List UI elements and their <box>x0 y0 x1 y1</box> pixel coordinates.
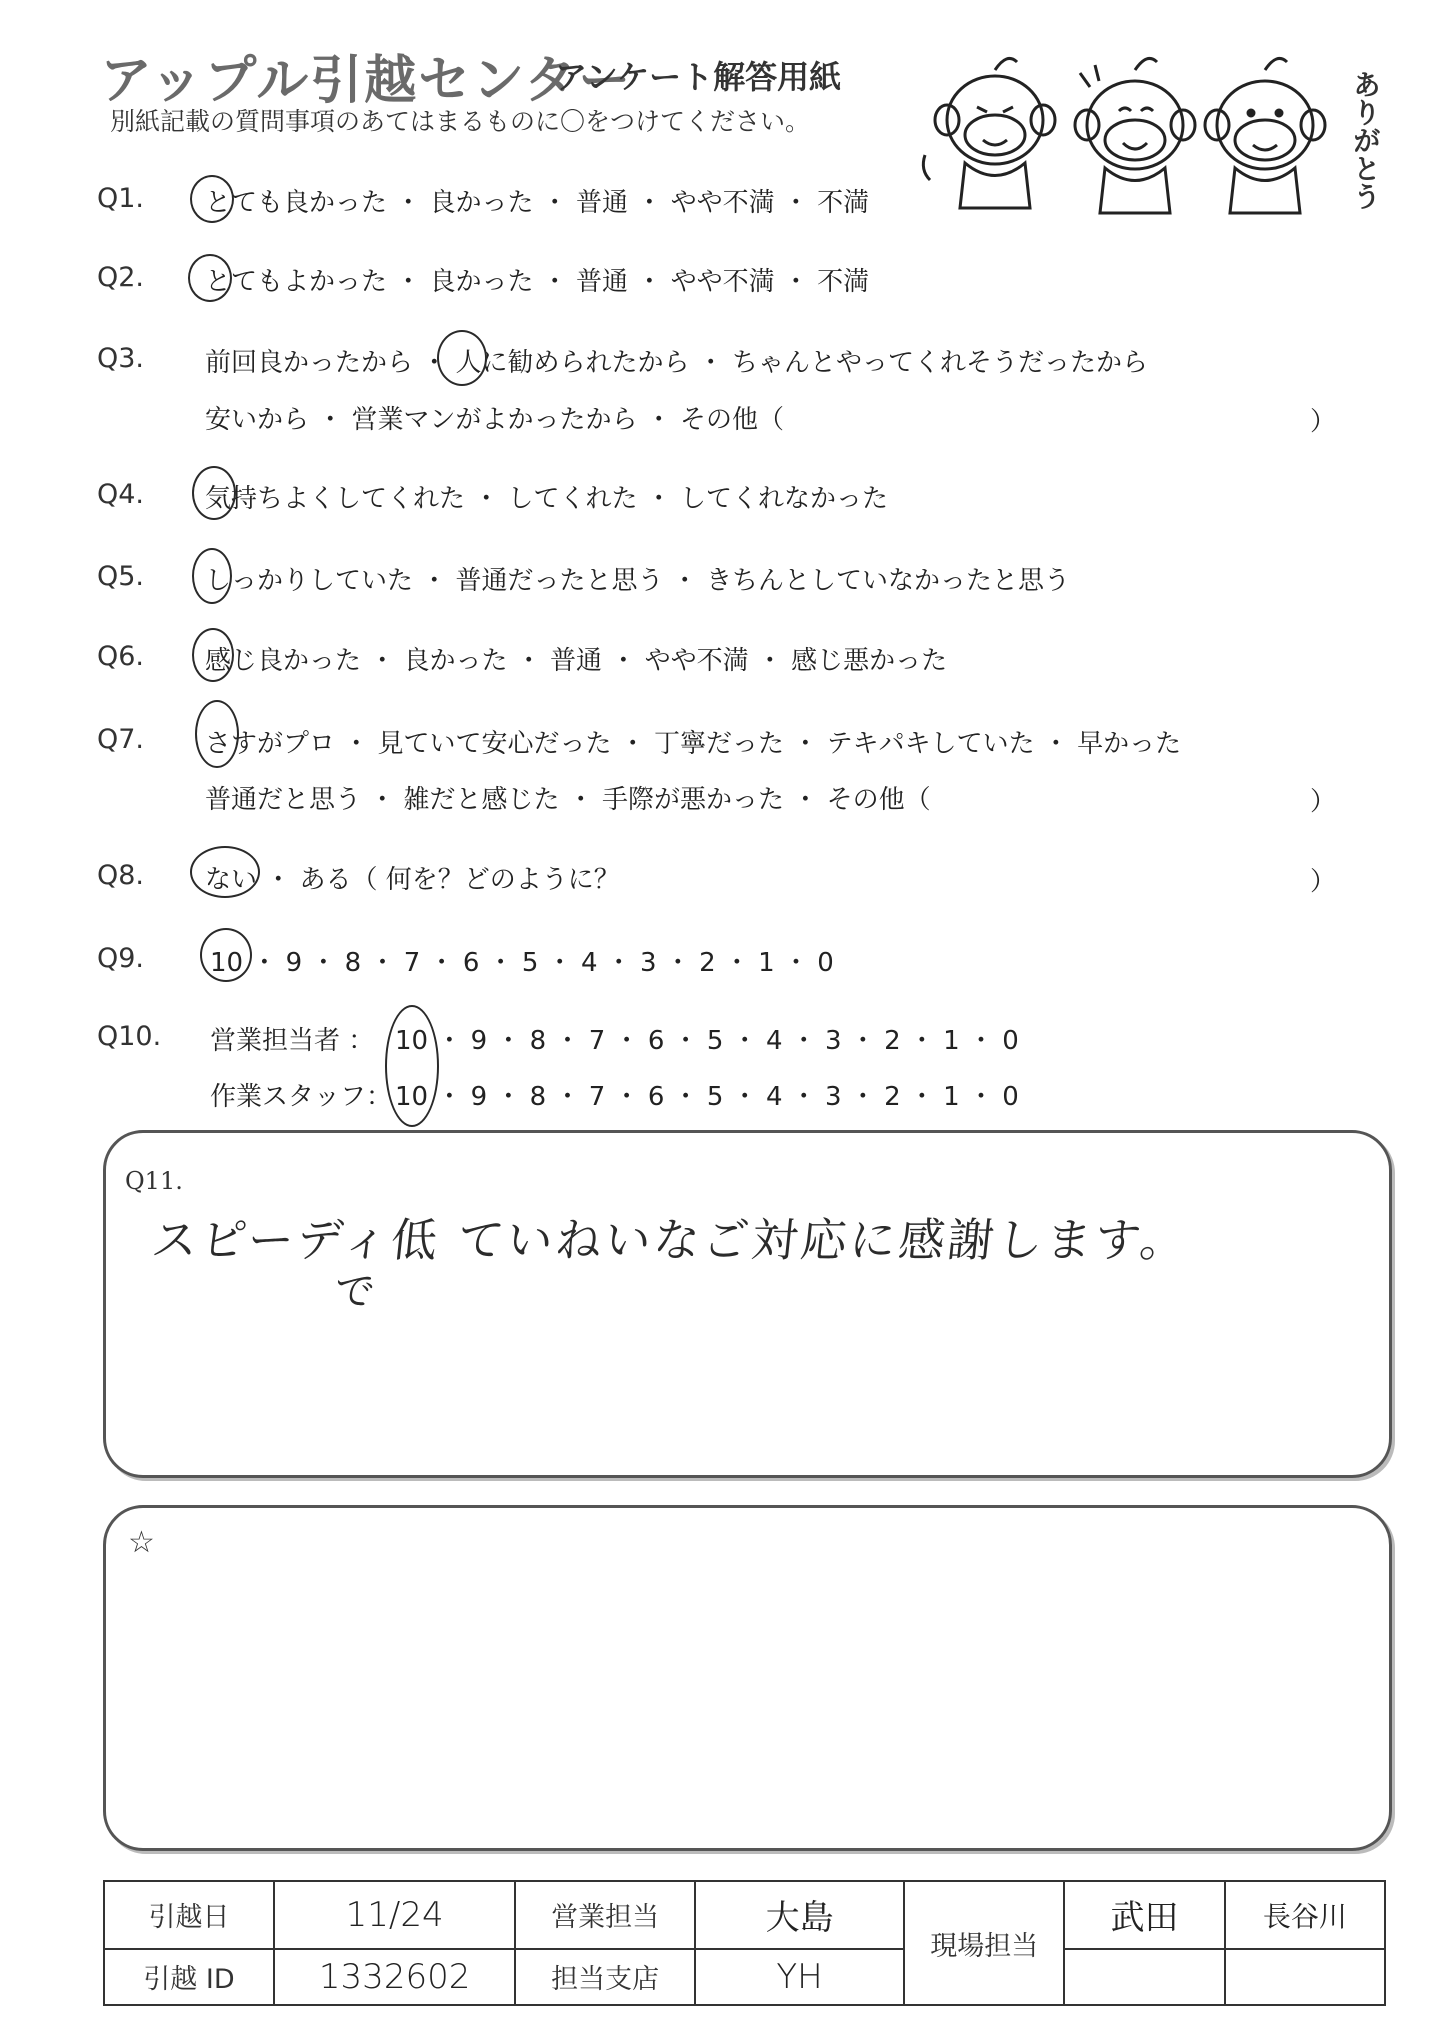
q4-selection-circle <box>192 466 236 520</box>
q8-options: ない ・ ある（ 何を？どのように？ <box>205 865 620 895</box>
q10-selection-circle <box>385 1005 439 1127</box>
move-date-value: 11/24 <box>274 1881 515 1949</box>
q8-selection-circle <box>190 846 260 898</box>
q1-selection-circle <box>190 175 234 223</box>
q10-sales-label: 営業担当者 ： <box>210 1026 375 1056</box>
q7-number: Q7. <box>97 724 145 755</box>
q3-close-paren: ） <box>1310 407 1337 437</box>
q1-number: Q1. <box>97 183 145 214</box>
q2-selection-circle <box>188 254 232 302</box>
brand-title: アップル引越センター <box>100 51 633 111</box>
q7-options-line1: さすがプロ ・ 見ていて安心だった ・ 丁寧だった ・ テキパキしていた ・ 早かった <box>205 729 1182 759</box>
q8-close-paren: ） <box>1310 867 1337 897</box>
q8-number: Q8. <box>97 860 145 891</box>
site-staff-value-2: 長谷川 <box>1225 1881 1385 1949</box>
branch-value: YH <box>695 1949 904 2005</box>
q5-selection-circle <box>192 548 232 604</box>
q10-sales-scale: 10 ・ 9 ・ 8 ・ 7 ・ 6 ・ 5 ・ 4 ・ 3 ・ 2 ・ 1 ・ 0 <box>395 1026 1019 1056</box>
move-date-label: 引越日 <box>104 1881 274 1949</box>
q4-number: Q4. <box>97 479 145 510</box>
q4-options: 気持ちよくしてくれた ・ してくれた ・ してくれなかった <box>205 484 889 514</box>
q10-staff-label: 作業スタッフ： <box>210 1082 393 1112</box>
sales-staff-value: 大島 <box>695 1881 904 1949</box>
q3-options-line2: 安いから ・ 営業マンがよかったから ・ その他（ <box>205 405 785 435</box>
footer-info-table <box>103 1880 1386 2006</box>
instruction-text: 別紙記載の質問事項のあてはまるものに〇をつけてください。 <box>110 107 811 136</box>
site-staff-label: 現場担当 <box>904 1881 1064 2005</box>
q6-number: Q6. <box>97 641 145 672</box>
q10-number: Q10. <box>97 1021 162 1052</box>
star-icon: ☆ <box>128 1525 155 1560</box>
thanks-vertical-text: ありがとう <box>1349 70 1382 210</box>
move-id-label: 引越 ID <box>104 1949 274 2005</box>
q6-selection-circle <box>192 628 234 682</box>
sales-staff-label: 営業担当 <box>515 1881 695 1949</box>
q11-handwritten-insert: で <box>332 1269 378 1315</box>
q7-options-line2: 普通だと思う ・ 雑だと感じた ・ 手際が悪かった ・ その他（ <box>205 785 931 815</box>
site-staff-value-1: 武田 <box>1064 1881 1224 1949</box>
q1-options: とても良かった ・ 良かった ・ 普通 ・ やや不満 ・ 不満 <box>205 188 870 218</box>
q5-number: Q5. <box>97 561 145 592</box>
q2-options: とてもよかった ・ 良かった ・ 普通 ・ やや不満 ・ 不満 <box>205 267 870 297</box>
q6-options: 感じ良かった ・ 良かった ・ 普通 ・ やや不満 ・ 感じ悪かった <box>205 646 948 676</box>
q11-handwritten-comment: スピーディ低 ていねいなご対応に感謝します。 <box>148 1213 1192 1267</box>
q3-options-line1: 前回良かったから ・ 人に勧められたから ・ ちゃんとやってくれそうだったから <box>205 348 1149 378</box>
star-comment-box <box>103 1505 1392 1851</box>
move-id-value: 1332602 <box>274 1949 515 2005</box>
site-staff-empty-1 <box>1064 1949 1224 2005</box>
form-subtitle: アンケート解答用紙 <box>555 58 842 96</box>
q5-options: しっかりしていた ・ 普通だったと思う ・ きちんとしていなかったと思う <box>205 566 1071 596</box>
q7-selection-circle <box>195 700 239 768</box>
q9-scale: 10 ・ 9 ・ 8 ・ 7 ・ 6 ・ 5 ・ 4 ・ 3 ・ 2 ・ 1 ・ 0 <box>210 948 834 978</box>
q10-staff-scale: 10 ・ 9 ・ 8 ・ 7 ・ 6 ・ 5 ・ 4 ・ 3 ・ 2 ・ 1 ・ 0 <box>395 1082 1019 1112</box>
q3-number: Q3. <box>97 343 145 374</box>
q2-number: Q2. <box>97 262 145 293</box>
monkey-mascot-icons <box>915 45 1335 225</box>
q9-number: Q9. <box>97 943 145 974</box>
branch-label: 担当支店 <box>515 1949 695 2005</box>
q3-selection-circle <box>437 330 487 386</box>
q9-selection-circle <box>200 928 252 982</box>
site-staff-empty-2 <box>1225 1949 1385 2005</box>
q11-label: Q11. <box>125 1167 183 1195</box>
q11-comment-box <box>103 1130 1392 1478</box>
q7-close-paren: ） <box>1310 787 1337 817</box>
